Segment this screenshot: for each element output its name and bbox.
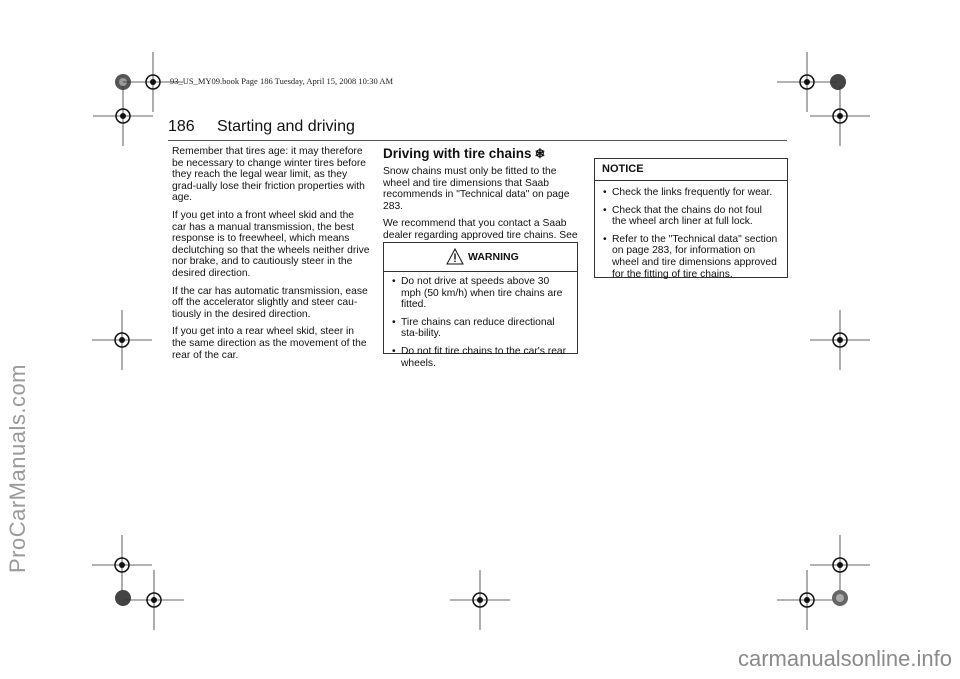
crop-mark-mid-left-icon xyxy=(92,310,152,370)
notice-header xyxy=(595,159,787,181)
footer-watermark: carmanualsonline.info xyxy=(737,646,952,671)
paragraph: If you get into a rear wheel skid, steer in the same direction as the movement of the rear of the car. xyxy=(172,326,367,361)
notice-label: NOTICE xyxy=(602,163,644,175)
list-item: • Refer to the "Technical data" section on page 283, for information on wheel and tire dimensions approved for the fitting of tire chains. xyxy=(603,234,779,280)
left-column xyxy=(172,146,370,367)
print-stamp: 93_US_MY09.book Page 186 Tuesday, April 15, 2008 10:30 AM xyxy=(170,76,394,86)
list-item: • Do not drive at speeds above 30 mph (50 km/h) when tire chains are fitted. xyxy=(392,276,569,311)
paragraph: Snow chains must only be fitted to the wheel and tire dimensions that Saab recommends in "Technical data" on page 283. xyxy=(383,166,570,212)
crop-mark-bottom-right-3-icon xyxy=(810,568,870,628)
list-item: • Tire chains can reduce directional sta-bility. xyxy=(392,317,569,340)
side-watermark: ProCarManuals.com xyxy=(5,363,30,573)
crop-mark-bottom-center-icon xyxy=(450,570,510,630)
running-head: Starting and driving xyxy=(217,118,355,135)
warning-label: WARNING xyxy=(468,251,519,263)
warning-box xyxy=(383,242,578,369)
notice-list xyxy=(595,181,787,280)
section-title-text: Driving with tire chains xyxy=(383,146,532,161)
paragraph: If the car has automatic transmission, ease off the accelerator slightly and steer cau-tiously in the desired direction. xyxy=(172,285,368,320)
header-rule xyxy=(168,140,787,141)
list-item: • Do not fit tire chains to the car's rear wheels. xyxy=(392,346,569,369)
paragraph: Remember that tires age: it may therefore be necessary to change winter tires before they reach the legal wear limit, as they grad-ually lose their friction properties with age. xyxy=(172,146,367,204)
crop-mark-top-right-3-icon xyxy=(810,86,870,146)
crop-mark-bottom-left-3-icon xyxy=(124,570,184,630)
snowflake-icon: ❄ xyxy=(534,146,546,161)
list-item: • Check that the chains do not foul the wheel arch liner at full lock. xyxy=(603,205,779,228)
warning-header xyxy=(384,243,577,272)
paragraph: We recommend that you contact a Saab dealer regarding approved tire chains. See xyxy=(383,218,578,241)
warning-triangle-icon xyxy=(446,248,464,265)
notice-box xyxy=(594,158,788,278)
paragraph: If you get into a front wheel skid and the car has a manual transmission, the best response is to freewheel, which means declutching so that the wheels neither drive nor brake, and to cautiously steer in the desired direction. xyxy=(172,209,370,279)
page-number: 186 xyxy=(168,118,195,135)
crop-mark-mid-right-icon xyxy=(810,310,870,370)
warning-list xyxy=(384,272,577,369)
section-title xyxy=(383,146,545,162)
list-item: • Check the links frequently for wear. xyxy=(603,187,779,199)
